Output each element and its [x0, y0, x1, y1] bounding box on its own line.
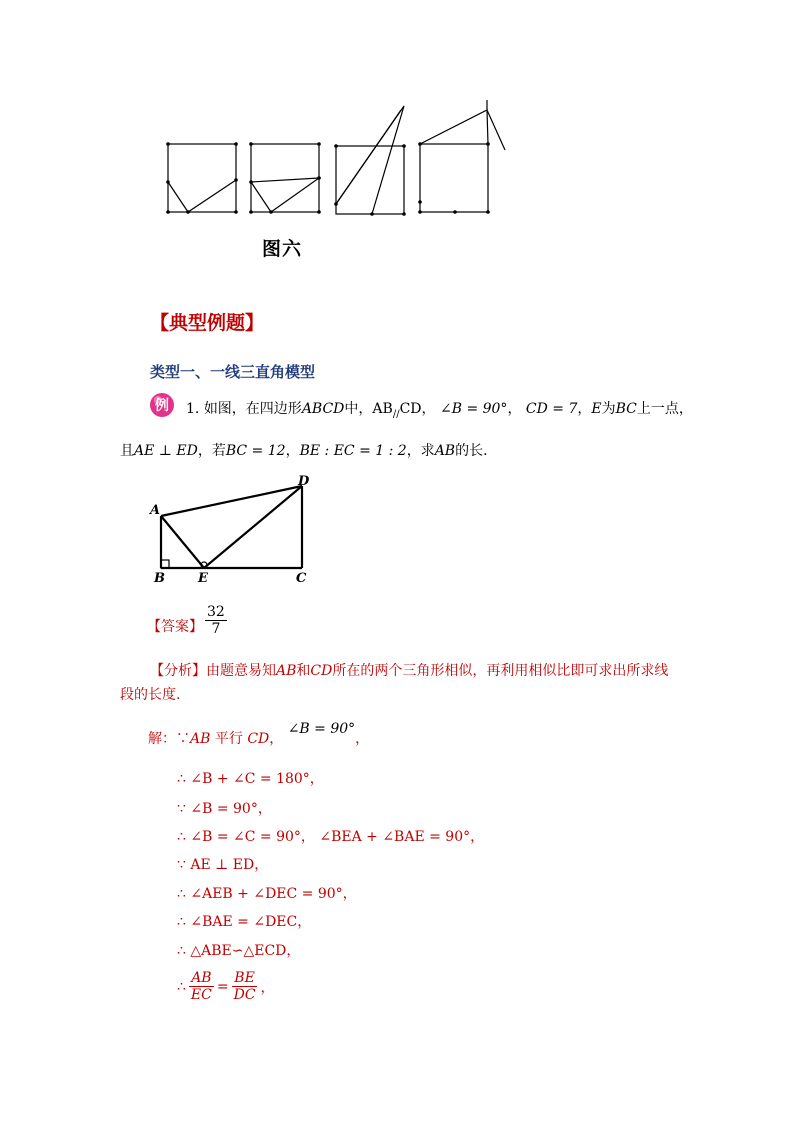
solution-step-4: ∵ AE ⊥ ED，	[177, 857, 269, 873]
solution-step-7: ∴ △ABE∽△ECD，	[177, 943, 301, 959]
analysis-line-1: 【分析】由题意易知AB和CD所在的两个三角形相似，再利用相似比即可求出所求线	[150, 663, 669, 679]
analysis-line-2: 段的长度.	[120, 687, 181, 703]
answer-value: $\frac{32}{7}$	[207, 604, 225, 637]
square-2-fold	[251, 178, 319, 212]
solution-step-8: ∴ $\frac{AB}{EC}$ = $\frac{BE}{DC}$ ，	[177, 970, 275, 1003]
label-D: D	[298, 474, 310, 489]
square-1-fold	[168, 180, 236, 212]
quadrilateral-figure	[146, 472, 316, 587]
solution-step-1: ∴ ∠B + ∠C = 180°，	[177, 771, 324, 787]
square-3-fold-2	[336, 110, 401, 204]
example-badge-label: 例	[155, 398, 169, 414]
example-badge-icon	[148, 391, 176, 419]
label-E: E	[198, 571, 208, 586]
problem-line-2: 且AE ⊥ ED，若BC = 12，BE : EC = 1 : 2，求AB的长.	[120, 443, 488, 459]
solution-step-3: ∴ ∠B = ∠C = 90°， ∠BEA + ∠BAE = 90°，	[177, 829, 485, 845]
square-1	[168, 144, 236, 212]
figure-six-diagram	[160, 98, 520, 223]
label-C: C	[296, 571, 307, 586]
answer-label: 【答案】	[147, 619, 203, 635]
square-4-fold	[420, 110, 488, 144]
solution-step-5: ∴ ∠AEB + ∠DEC = 90°，	[177, 886, 357, 902]
solution-step-6: ∴ ∠BAE = ∠DEC，	[177, 914, 312, 930]
solution-intro: 解：∵AB 平行 CD， ∠B = 90°，	[148, 721, 370, 747]
label-A: A	[150, 503, 161, 518]
section-title: 【典型例题】	[150, 312, 265, 334]
square-4	[420, 144, 488, 212]
square-3	[336, 146, 404, 214]
square-3-fold	[336, 106, 404, 214]
problem-line-1: 1. 如图，在四边形ABCD中，$AB_{//}CD$， ∠B = 90°， CD = 7，E为BC上一点，	[186, 401, 693, 420]
figure-six-caption: 图六	[262, 238, 303, 260]
type-title: 类型一、一线三直角模型	[150, 363, 316, 381]
label-B: B	[154, 571, 165, 586]
solution-step-2: ∵ ∠B = 90°，	[177, 801, 272, 817]
